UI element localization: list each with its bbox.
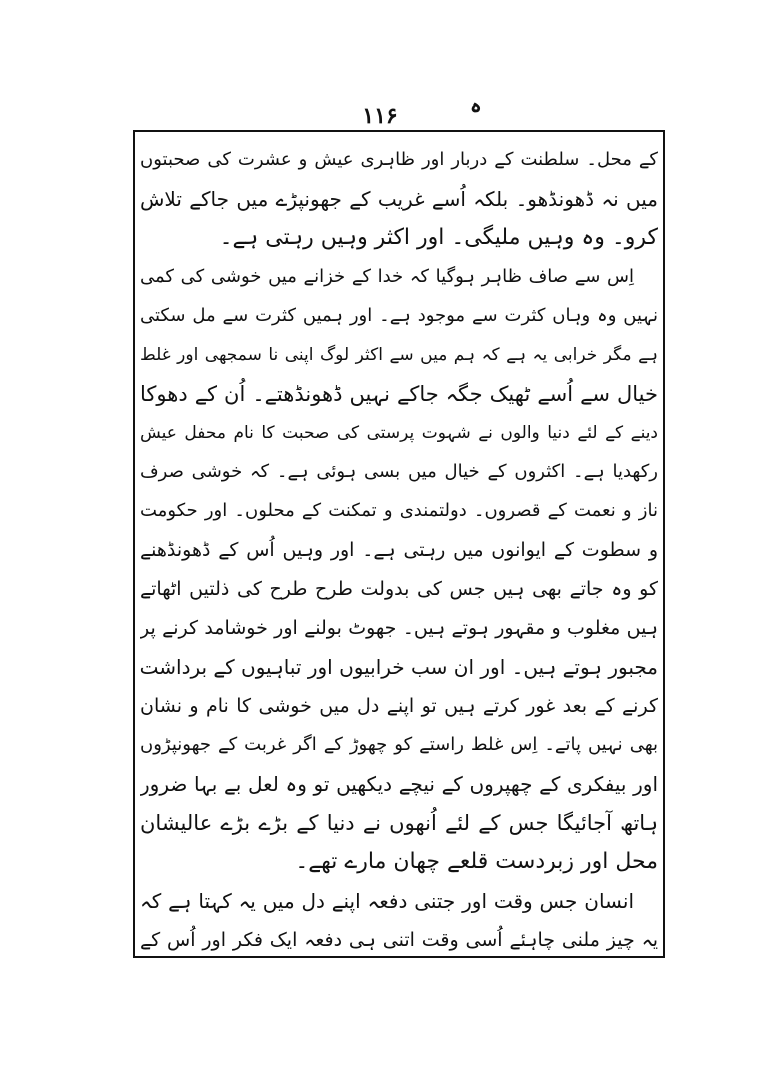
- page-mark: ہ: [470, 93, 482, 117]
- text-line: رکھدیا ہے۔ اکثروں کے خیال میں بسی ہوئی ہے۔ کہ خوشی صرف: [140, 461, 658, 482]
- body-text: [140, 138, 658, 953]
- text-line: یہ چیز ملنی چاہئے اُسی وقت اتنی ہی دفعہ ایک فکر اور اُس کے: [140, 929, 658, 951]
- text-line: ناز و نعمت کے قصروں۔ دولتمندی و تمکنت کے محلوں۔ اور حکومت: [140, 500, 658, 521]
- paragraph-start-line: اِس سے صاف ظاہر ہوگیا کہ خدا کے خزانے میں خوشی کی کمی: [140, 266, 634, 287]
- text-line: ہے مگر خرابی یہ ہے کہ ہم میں سے اکثر لوگ اپنی نا سمجھی اور غلط: [140, 345, 658, 365]
- text-line: و سطوت کے ایوانوں میں رہتی ہے۔ اور وہیں اُس کے ڈھونڈھنے: [140, 539, 658, 561]
- text-line: میں نہ ڈھونڈھو۔ بلکہ اُسے غریب کے جھونپڑے میں جاکے تلاش: [140, 187, 658, 211]
- text-line: اور بیفکری کے چھپروں کے نیچے دیکھیں تو وہ لعل بے بہا ضرور: [140, 772, 658, 796]
- paragraph-start-line: انسان جس وقت اور جتنی دفعہ اپنے دل میں یہ کہتا ہے کہ: [140, 889, 634, 913]
- text-line: ہیں مغلوب و مقہور ہوتے ہیں۔ جھوٹ بولنے اور خوشامد کرنے پر: [140, 617, 658, 639]
- text-line: کو وہ جاتے بھی ہیں جس کی بدولت طرح طرح کی ذلتیں اٹھاتے: [140, 578, 658, 600]
- page-number: ۱۱۶: [362, 103, 398, 129]
- text-line: ہاتھ آجائیگا جس کے لئے اُنھوں نے دنیا کے بڑے بڑے عالیشان: [140, 811, 658, 835]
- text-line: کرو۔ وہ وہیں ملیگی۔ اور اکثر وہیں رہتی ہے۔: [219, 225, 658, 250]
- text-line: دینے کے لئے دنیا والوں نے شہوت پرستی کی صحبت کا نام محفل عیش: [140, 423, 658, 443]
- text-line: نہیں وہ وہاں کثرت سے موجود ہے۔ اور ہمیں کثرت سے مل سکتی: [140, 305, 658, 326]
- text-line: کرنے کے بعد غور کرتے ہیں تو اپنے دل میں خوشی کا نام و نشان: [140, 695, 658, 717]
- text-line: مجبور ہوتے ہیں۔ اور ان سب خرابیوں اور تباہیوں کے برداشت: [140, 655, 658, 679]
- text-line: خیال سے اُسے ٹھیک جگہ جاکے نہیں ڈھونڈھتے۔ اُن کے دھوکا: [140, 382, 658, 406]
- text-line: کے محل۔ سلطنت کے دربار اور ظاہری عیش و عشرت کی صحبتوں: [140, 149, 658, 170]
- text-line: بھی نہیں پاتے۔ اِس غلط راستے کو چھوڑ کے اگر غربت کے جھونپڑوں: [140, 734, 658, 755]
- text-line: محل اور زبردست قلعے چھان مارے تھے۔: [295, 849, 658, 874]
